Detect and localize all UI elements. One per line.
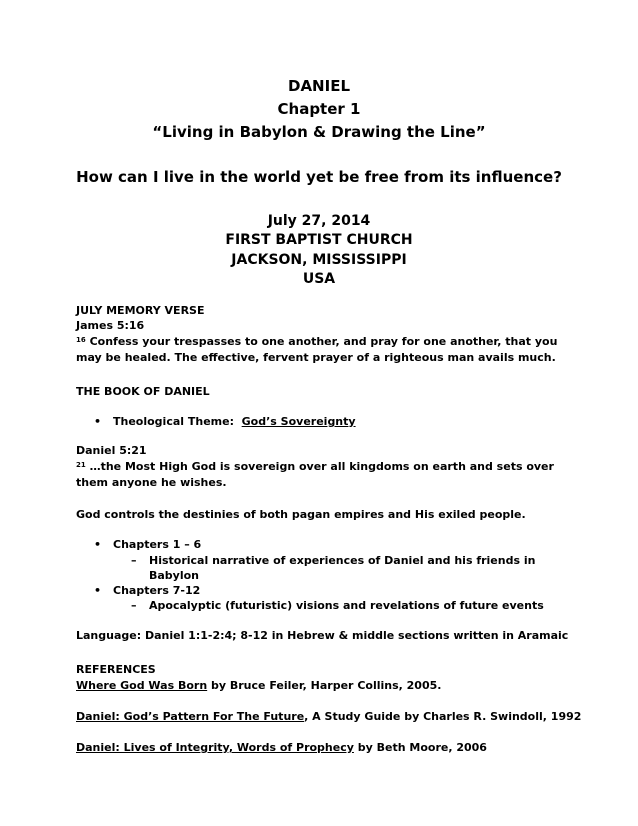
memory-verse-reference: James 5:16 [76, 319, 145, 332]
daniel-verse-line-1 [76, 459, 554, 474]
theme-value: God’s Sovereignty [241, 415, 356, 428]
section-2-line-1: Apocalyptic (futuristic) visions and revelations of future events [149, 599, 544, 612]
theme-line [113, 414, 356, 429]
daniel-verse-line-2: them anyone he wishes. [76, 476, 227, 489]
section-1-line-1: Historical narrative of experiences of Daniel and his friends in [149, 554, 536, 567]
reference-item-3 [76, 740, 487, 755]
section-1-label: Chapters 1 – 6 [113, 538, 202, 551]
bullet-icon: • [94, 415, 102, 428]
verse-number: 21 [76, 461, 86, 469]
reference-item-2 [76, 709, 581, 724]
church-name: FIRST BAPTIST CHURCH [225, 232, 413, 248]
reference-title: Where God Was Born [76, 679, 208, 692]
memory-verse-text-1: Confess your trespasses to one another, and pray for one another, that you [89, 335, 558, 348]
verse-number: 16 [76, 336, 86, 344]
chapter-subtitle: “Living in Babylon & Drawing the Line” [152, 123, 486, 141]
theme-label: Theological Theme: [113, 415, 234, 428]
section-2-label: Chapters 7-12 [113, 584, 201, 597]
dash-icon: – [131, 554, 137, 567]
reference-details: by Beth Moore, 2006 [353, 741, 487, 754]
reference-title: Daniel: Lives of Integrity, Words of Prophecy [76, 741, 354, 754]
bullet-icon: • [94, 538, 102, 551]
memory-verse-heading: JULY MEMORY VERSE [76, 304, 205, 317]
document-title: DANIEL [288, 77, 350, 95]
chapter-heading: Chapter 1 [277, 100, 361, 118]
bullet-icon: • [94, 584, 102, 597]
section-1-line-2: Babylon [149, 569, 200, 582]
reference-title: Daniel: God’s Pattern For The Future [76, 710, 305, 723]
memory-verse-line-2: may be healed. The effective, fervent prayer of a righteous man avails much. [76, 351, 556, 364]
references-heading: REFERENCES [76, 663, 156, 676]
church-city: JACKSON, MISSISSIPPI [231, 252, 407, 268]
daniel-verse-text-1: …the Most High God is sovereign over all kingdoms on earth and sets over [89, 460, 554, 473]
language-note: Language: Daniel 1:1-2:4; 8-12 in Hebrew & middle sections written in Aramaic [76, 629, 569, 642]
guiding-question: How can I live in the world yet be free from its influence? [76, 168, 562, 186]
dash-icon: – [131, 599, 137, 612]
memory-verse-line-1 [76, 334, 557, 349]
reference-details: by Bruce Feiler, Harper Collins, 2005. [207, 679, 442, 692]
book-heading: THE BOOK OF DANIEL [76, 385, 210, 398]
church-country: USA [302, 271, 336, 287]
reference-details: , A Study Guide by Charles R. Swindoll, 1992 [304, 710, 582, 723]
daniel-reference: Daniel 5:21 [76, 444, 147, 457]
sermon-date: July 27, 2014 [267, 213, 371, 229]
reference-item-1 [76, 678, 441, 693]
controls-statement: God controls the destinies of both pagan empires and His exiled people. [76, 508, 526, 521]
